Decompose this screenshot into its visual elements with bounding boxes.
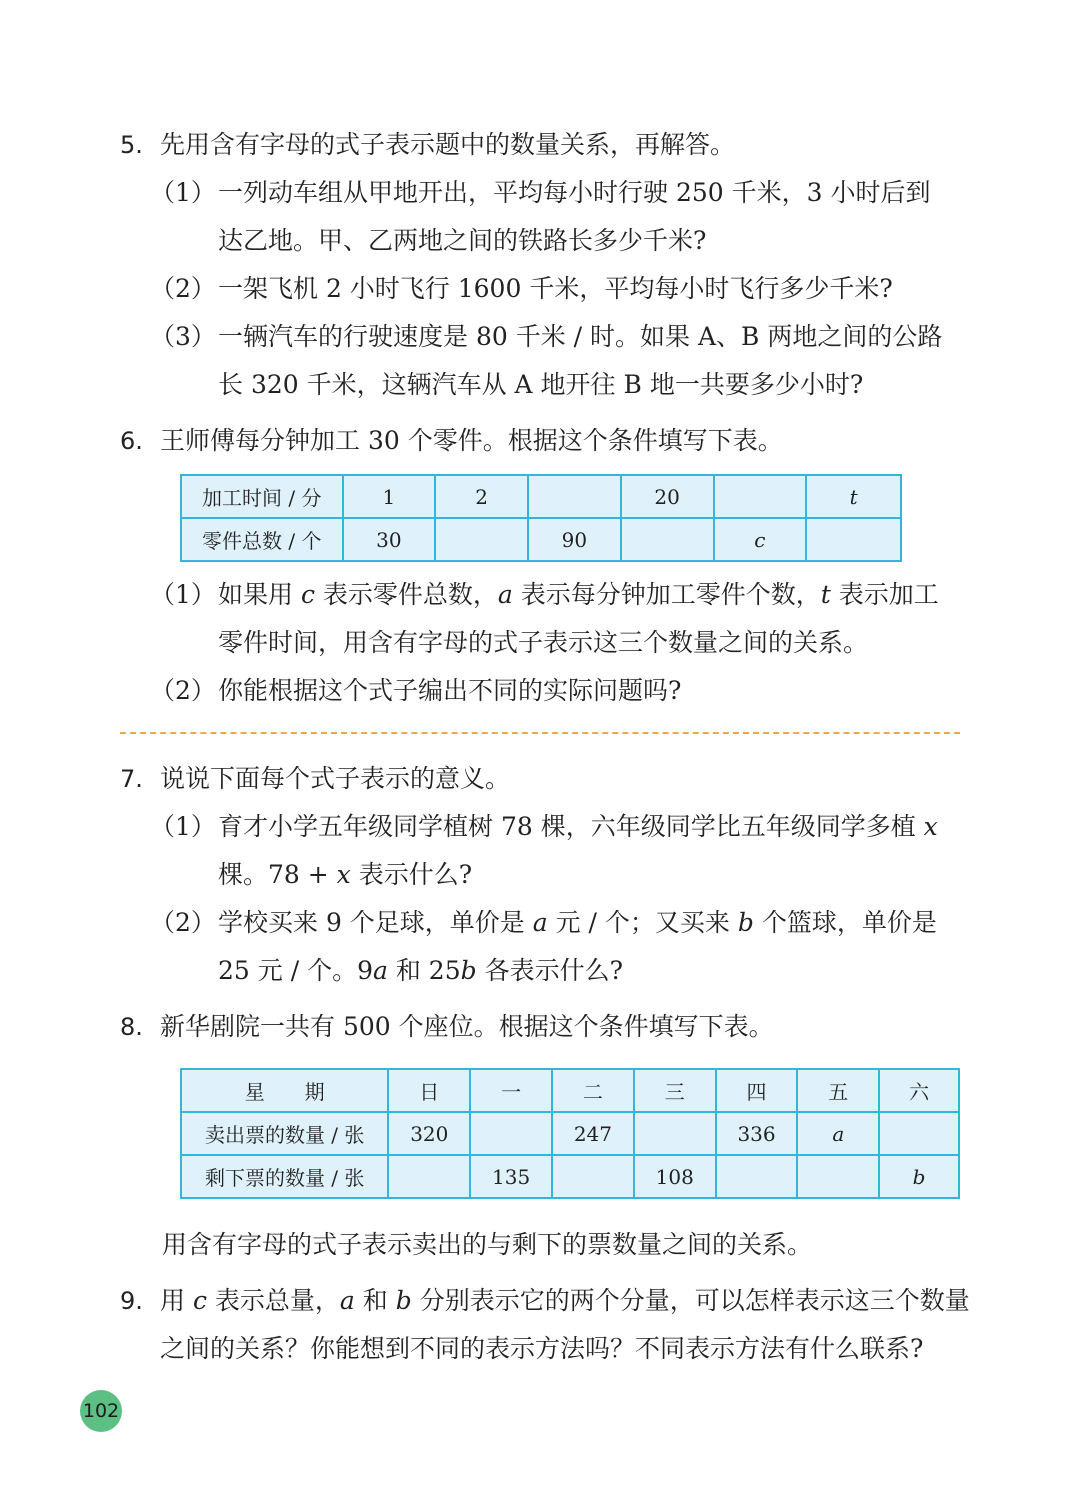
q6-sub1-number: （1） xyxy=(150,580,216,609)
q6-sub2-line1: 你能根据这个式子编出不同的实际问题吗? xyxy=(218,676,682,705)
table-cell: 三 xyxy=(634,1069,716,1112)
q7-sub1-line2: 棵。78 + x 表示什么? xyxy=(218,860,473,889)
question-8-text: 新华剧院一共有 500 个座位。根据这个条件填写下表。 xyxy=(160,1012,774,1041)
table-cell xyxy=(621,518,714,561)
table-cell xyxy=(552,1155,634,1198)
question-9-line1: 用 c 表示总量，a 和 b 分别表示它的两个分量，可以怎样表示这三个数量 xyxy=(160,1286,970,1315)
table-cell: 六 xyxy=(879,1069,959,1112)
table-row xyxy=(181,1069,959,1112)
table-cell: t xyxy=(806,475,901,518)
table-cell xyxy=(528,475,621,518)
q5-sub1-line1: 一列动车组从甲地开出，平均每小时行驶 250 千米，3 小时后到 xyxy=(218,178,931,207)
table-cell: 247 xyxy=(552,1112,634,1155)
table-cell: 剩下票的数量 / 张 xyxy=(181,1155,388,1198)
table-cell: 90 xyxy=(528,518,621,561)
q7-sub1-number: （1） xyxy=(150,812,216,841)
question-7-number: 7. xyxy=(120,765,143,793)
question-9-line2: 之间的关系？你能想到不同的表示方法吗？不同表示方法有什么联系? xyxy=(160,1334,924,1363)
ticket-table xyxy=(180,1068,960,1199)
table-cell xyxy=(388,1155,470,1198)
table-cell: c xyxy=(714,518,807,561)
q6-sub2-number: （2） xyxy=(150,676,216,705)
question-7-text: 说说下面每个式子表示的意义。 xyxy=(160,764,511,793)
question-6-number: 6. xyxy=(120,427,143,455)
q7-sub1-line1: 育才小学五年级同学植树 78 棵，六年级同学比五年级同学多植 x xyxy=(218,812,938,841)
table-cell: 四 xyxy=(716,1069,798,1112)
table-cell: 336 xyxy=(716,1112,798,1155)
table-cell: 星 期 xyxy=(181,1069,388,1112)
table-cell: b xyxy=(879,1155,959,1198)
table-cell xyxy=(714,475,807,518)
table-row xyxy=(181,1112,959,1155)
q5-sub2-line1: 一架飞机 2 小时飞行 1600 千米，平均每小时飞行多少千米? xyxy=(218,274,893,303)
table-cell: 1 xyxy=(343,475,436,518)
q5-sub1-line2: 达乙地。甲、乙两地之间的铁路长多少千米? xyxy=(218,226,707,255)
q5-sub3-number: （3） xyxy=(150,322,216,351)
table-cell: 30 xyxy=(343,518,436,561)
question-6-text: 王师傅每分钟加工 30 个零件。根据这个条件填写下表。 xyxy=(160,426,783,455)
table-row xyxy=(181,475,901,518)
q5-sub3-line1: 一辆汽车的行驶速度是 80 千米 / 时。如果 A、B 两地之间的公路 xyxy=(218,322,943,351)
table-cell xyxy=(797,1155,879,1198)
question-8-number: 8. xyxy=(120,1013,143,1041)
table-cell: a xyxy=(797,1112,879,1155)
table-cell: 加工时间 / 分 xyxy=(181,475,343,518)
q7-sub2-line2: 25 元 / 个。9a 和 25b 各表示什么? xyxy=(218,956,623,985)
table-cell xyxy=(806,518,901,561)
table-cell: 2 xyxy=(435,475,528,518)
q7-sub2-number: （2） xyxy=(150,908,216,937)
table-cell: 320 xyxy=(388,1112,470,1155)
table-cell: 108 xyxy=(634,1155,716,1198)
table-cell: 二 xyxy=(552,1069,634,1112)
page-number-badge: 102 xyxy=(80,1390,122,1432)
table-row xyxy=(181,1155,959,1198)
table-cell xyxy=(634,1112,716,1155)
q7-sub2-line1: 学校买来 9 个足球，单价是 a 元 / 个；又买来 b 个篮球，单价是 xyxy=(218,908,937,937)
table-cell: 日 xyxy=(388,1069,470,1112)
table-row xyxy=(181,518,901,561)
table-cell: 五 xyxy=(797,1069,879,1112)
table-cell xyxy=(435,518,528,561)
table-cell: 一 xyxy=(470,1069,552,1112)
q5-sub1-number: （1） xyxy=(150,178,216,207)
section-divider xyxy=(120,732,960,734)
table-cell: 卖出票的数量 / 张 xyxy=(181,1112,388,1155)
question-9-number: 9. xyxy=(120,1287,143,1315)
question-5-number: 5. xyxy=(120,131,143,159)
q5-sub3-line2: 长 320 千米，这辆汽车从 A 地开往 B 地一共要多少小时? xyxy=(218,370,864,399)
work-time-table xyxy=(180,474,902,562)
q6-sub1-line1: 如果用 c 表示零件总数，a 表示每分钟加工零件个数，t 表示加工 xyxy=(218,580,939,609)
q5-sub2-number: （2） xyxy=(150,274,216,303)
table-cell xyxy=(879,1112,959,1155)
q8-instruction: 用含有字母的式子表示卖出的与剩下的票数量之间的关系。 xyxy=(162,1230,813,1259)
table-cell xyxy=(470,1112,552,1155)
table-cell: 135 xyxy=(470,1155,552,1198)
question-5-text: 先用含有字母的式子表示题中的数量关系，再解答。 xyxy=(160,130,736,159)
table-cell xyxy=(716,1155,798,1198)
q6-sub1-line2: 零件时间，用含有字母的式子表示这三个数量之间的关系。 xyxy=(218,628,869,657)
table-cell: 20 xyxy=(621,475,714,518)
table-cell: 零件总数 / 个 xyxy=(181,518,343,561)
